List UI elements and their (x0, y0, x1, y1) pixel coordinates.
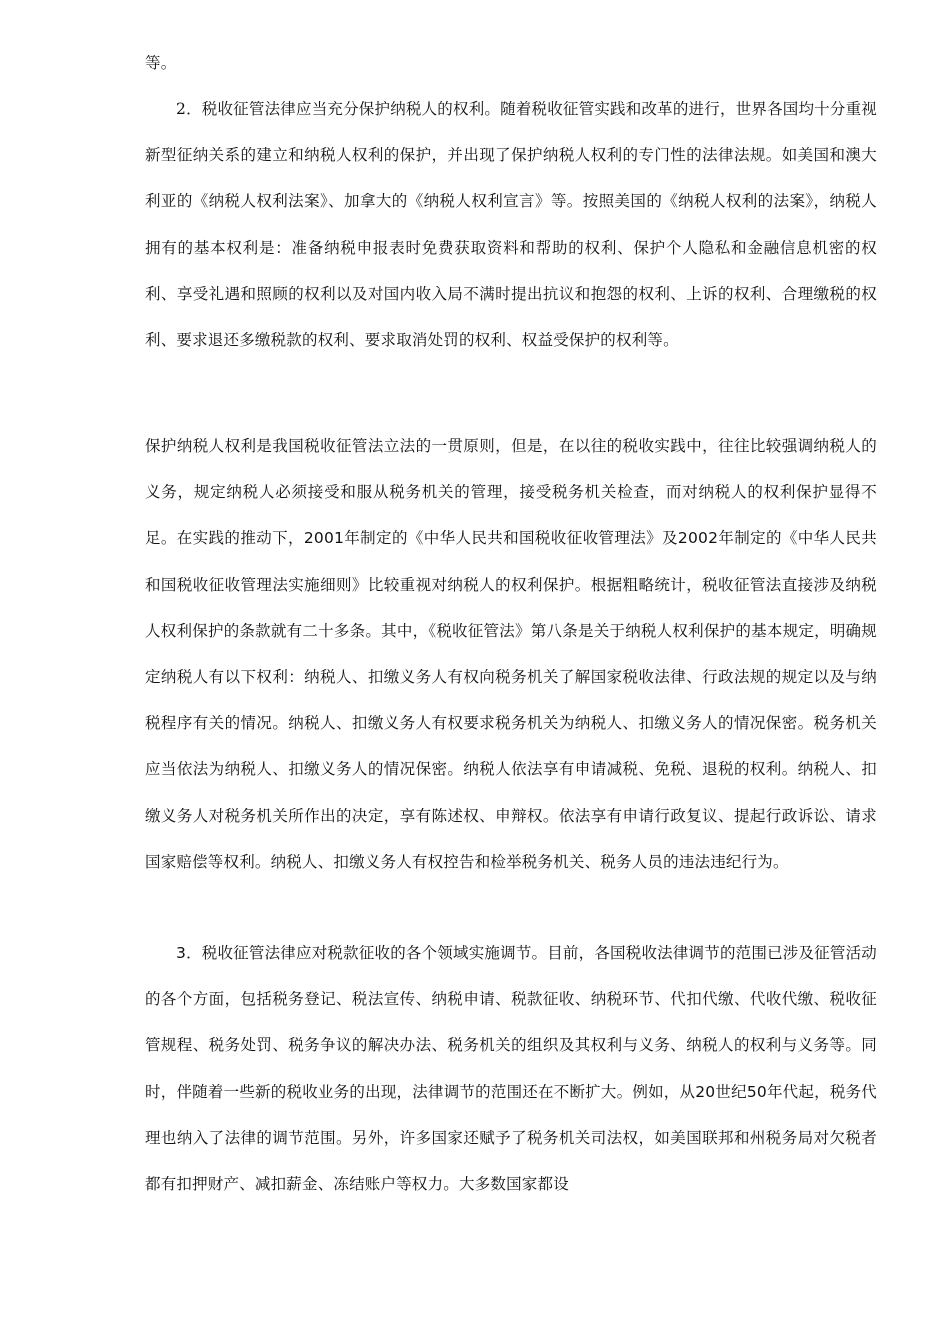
paragraph-china-tax-law: 保护纳税人权利是我国税收征管法立法的一贯原则，但是，在以往的税收实践中，往往比较强调纳税人的义务，规定纳税人必须接受和服从税务机关的管理，接受税务机关检查，而对纳税人的权利保护显得不足。在实践的推动下，2001年制定的《中华人民共和国税收征收管理法》及2002年制定的《中华人民共和国税收征收管理法实施细则》比较重视对纳税人的权利保护。根据粗略统计，税收征管法直接涉及纳税人权利保护的条款就有二十多条。其中，《税收征管法》第八条是关于纳税人权利保护的基本规定，明确规定纳税人有以下权利：纳税人、扣缴义务人有权向税务机关了解国家税收法律、行政法规的规定以及与纳税程序有关的情况。纳税人、扣缴义务人有权要求税务机关为纳税人、扣缴义务人的情况保密。税务机关应当依法为纳税人、扣缴义务人的情况保密。纳税人依法享有申请减税、免税、退税的权利。纳税人、扣缴义务人对税务机关所作出的决定，享有陈述权、申辩权。依法享有申请行政复议、提起行政诉讼、请求国家赔偿等权利。纳税人、扣缴义务人有权控告和检举税务机关、税务人员的违法违纪行为。 (145, 437, 877, 871)
paragraph-continuation: 等。 (145, 54, 177, 72)
paragraph-taxpayer-rights-protection: 2．税收征管法律应当充分保护纳税人的权利。随着税收征管实践和改革的进行，世界各国均十分重视新型征纳关系的建立和纳税人权利的保护，并出现了保护纳税人权利的专门性的法律法规。如美国和澳大利亚的《纳税人权利法案》、加拿大的《纳税人权利宣言》等。按照美国的《纳税人权利的法案》，纳税人拥有的基本权利是：准备纳税申报表时免费获取资料和帮助的权利、保护个人隐私和金融信息机密的权利、享受礼遇和照顾的权利以及对国内收入局不满时提出抗议和抱怨的权利、上诉的权利、合理缴税的权利、要求退还多缴税款的权利、要求取消处罚的权利、权益受保护的权利等。 (145, 100, 877, 350)
paragraph-regulation-scope: 3．税收征管法律应对税款征收的各个领域实施调节。目前，各国税收法律调节的范围已涉及征管活动的各个方面，包括税务登记、税法宣传、纳税申请、税款征收、纳税环节、代扣代缴、代收代缴、税收征管规程、税务处罚、税务争议的解决办法、税务机关的组织及其权利与义务、纳税人的权利与义务等。同时，伴随着一些新的税收业务的出现，法律调节的范围还在不断扩大。例如，从20世纪50年代起，税务代理也纳入了法律的调节范围。另外，许多国家还赋予了税务机关司法权，如美国联邦和州税务局对欠税者都有扣押财产、减扣薪金、冻结账户等权力。大多数国家都设 (145, 944, 877, 1194)
